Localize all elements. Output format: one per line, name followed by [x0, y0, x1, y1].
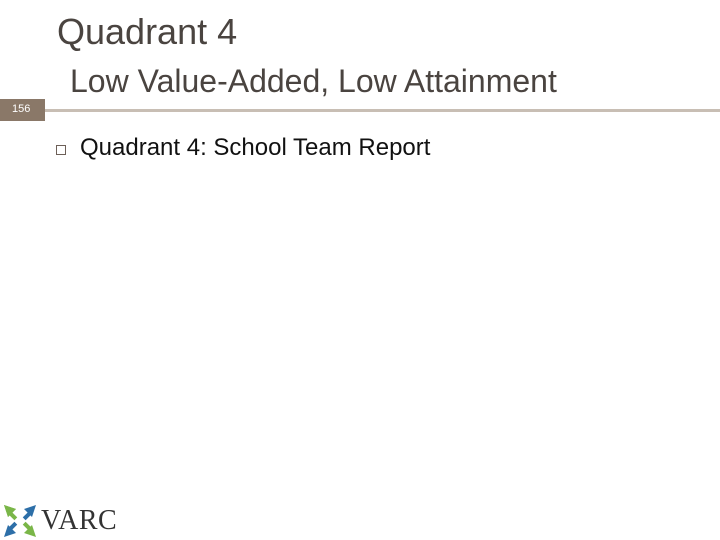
bullet-text: Quadrant 4: School Team Report	[80, 134, 431, 161]
bullet-item	[56, 134, 430, 162]
varc-arrows-icon	[2, 503, 38, 539]
varc-logo	[2, 503, 117, 539]
slide-title: Quadrant 4	[57, 11, 238, 52]
logo-text: VARC	[41, 505, 118, 536]
slide-subtitle: Low Value-Added, Low Attainment	[70, 63, 557, 99]
square-bullet-icon	[56, 145, 66, 155]
title-divider	[45, 109, 720, 112]
slide-number: 156	[12, 103, 31, 115]
